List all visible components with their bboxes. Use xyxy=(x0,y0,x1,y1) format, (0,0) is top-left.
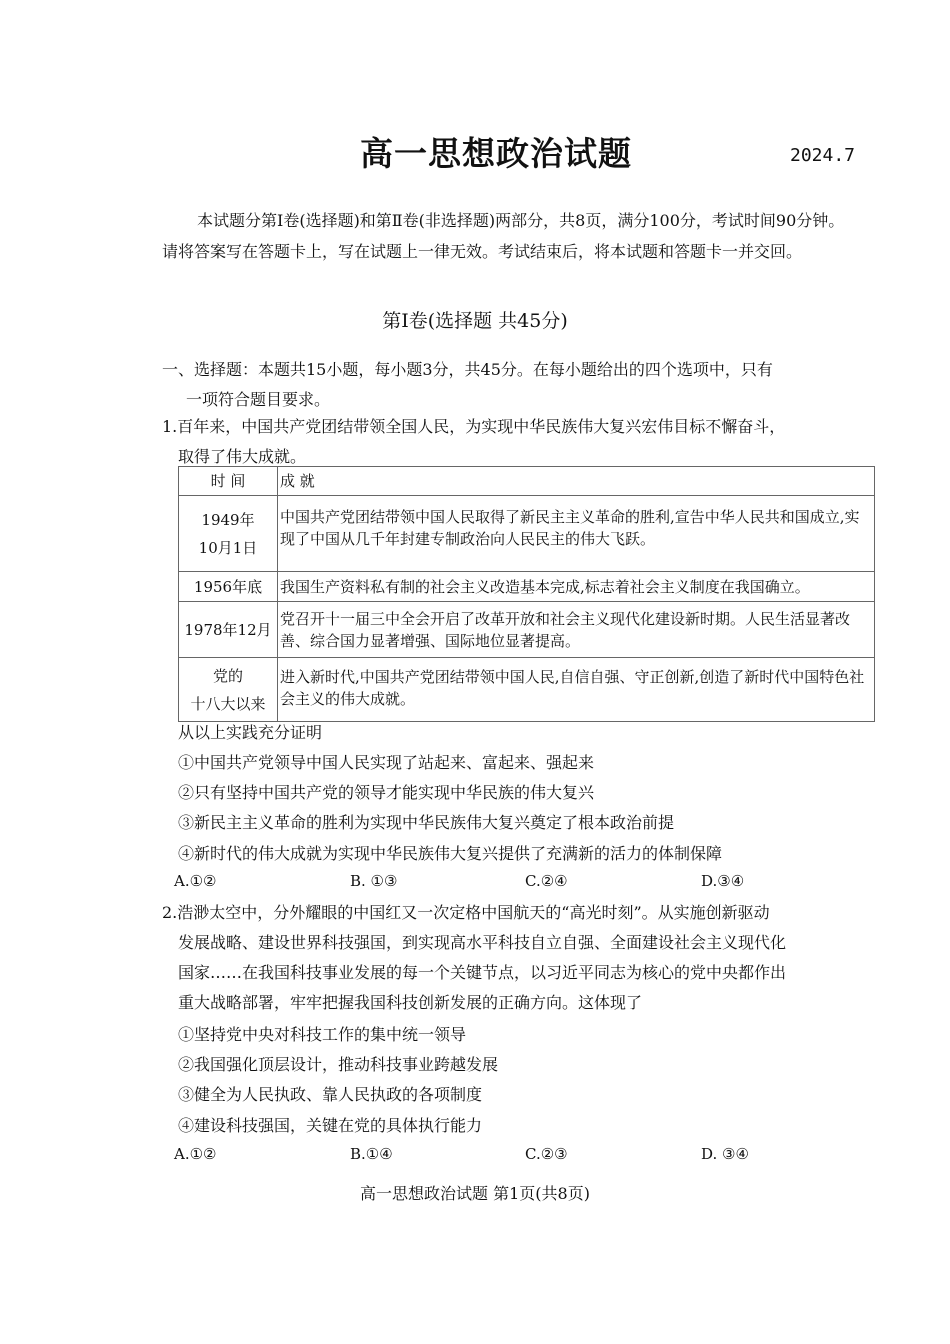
time-cell xyxy=(179,658,278,722)
achievement-cell: 进入新时代,中国共产党团结带领中国人民,自信自强、守正创新,创造了新时代中国特色社会主义的伟大成就。 xyxy=(278,658,875,722)
table-row xyxy=(179,496,875,572)
exam-date: 2024.7 xyxy=(790,145,856,166)
q2-statement-2: ②我国强化顶层设计，推动科技事业跨越发展 xyxy=(178,1055,499,1074)
q1-choice-c: C.②④ xyxy=(525,872,568,890)
time-line: 10月1日 xyxy=(198,538,258,557)
q1-statement-2: ②只有坚持中国共产党的领导才能实现中华民族的伟大复兴 xyxy=(178,783,595,802)
achievement-cell: 中国共产党团结带领中国人民取得了新民主主义革命的胜利,宣告中华人民共和国成立,实现了中国从几千年封建专制政治向人民民主的伟大飞跃。 xyxy=(278,496,875,572)
q1-choice-a: A.①② xyxy=(174,872,217,890)
q2-statement-3: ③健全为人民执政、靠人民执政的各项制度 xyxy=(178,1085,483,1104)
q2-statement-1: ①坚持党中央对科技工作的集中统一领导 xyxy=(178,1025,467,1044)
q2-choice-d: D. ③④ xyxy=(701,1145,749,1163)
section-instructions xyxy=(162,355,857,415)
q1-statement-1: ①中国共产党领导中国人民实现了站起来、富起来、强起来 xyxy=(178,753,595,772)
q1-lead: 从以上实践充分证明 xyxy=(178,723,323,742)
q1-statement-3: ③新民主主义革命的胜利为实现中华民族伟大复兴奠定了根本政治前提 xyxy=(178,813,675,832)
time-line: 党的 xyxy=(212,666,243,685)
achievements-table xyxy=(178,466,875,722)
q1-choice-b: B. ①③ xyxy=(350,872,398,890)
achievement-cell: 党召开十一届三中全会开启了改革开放和社会主义现代化建设新时期。人民生活显著改善、综合国力显著增强、国际地位显著提高。 xyxy=(278,602,875,658)
q2-stem-line-1: 2.浩渺太空中，分外耀眼的中国红又一次定格中国航天的“高光时刻”。从实施创新驱动 xyxy=(162,903,770,922)
time-cell xyxy=(179,496,278,572)
page-title: 高一思想政治试题 xyxy=(360,134,632,173)
q2-statement-4: ④建设科技强国，关键在党的具体执行能力 xyxy=(178,1116,483,1135)
column-header-achievement: 成 就 xyxy=(278,467,875,496)
question-1-stem xyxy=(162,412,857,472)
q2-choice-b: B.①④ xyxy=(350,1145,393,1163)
intro-paragraph: 本试题分第Ⅰ卷(选择题)和第Ⅱ卷(非选择题)两部分，共8页，满分100分，考试时间90分钟。请将答案写在答题卡上，写在试题上一律无效。考试结束后，将本试题和答题卡一并交回。 xyxy=(162,211,845,261)
table-row xyxy=(179,602,875,658)
q2-choice-c: C.②③ xyxy=(525,1145,568,1163)
q1-stem-line-1: 1.百年来，中国共产党团结带领全国人民，为实现中华民族伟大复兴宏伟目标不懈奋斗， xyxy=(162,417,786,436)
q2-stem-line-4: 重大战略部署，牢牢把握我国科技创新发展的正确方向。这体现了 xyxy=(178,993,643,1012)
q2-stem-line-2: 发展战略、建设世界科技强国，到实现高水平科技自立自强、全面建设社会主义现代化 xyxy=(178,933,787,952)
q1-statement-4: ④新时代的伟大成就为实现中华民族伟大复兴提供了充满新的活力的体制保障 xyxy=(178,844,723,863)
time-cell: 1956年底 xyxy=(179,572,278,602)
time-line: 十八大以来 xyxy=(190,694,266,713)
table-row xyxy=(179,658,875,722)
q1-choice-d: D.③④ xyxy=(701,872,745,890)
part-one-title: 第Ⅰ卷(选择题 共45分) xyxy=(382,310,568,332)
section-line-2: 一项符合题目要求。 xyxy=(186,390,331,409)
time-cell: 1978年12月 xyxy=(179,602,278,658)
question-2-stem xyxy=(162,898,857,1018)
q2-choice-a: A.①② xyxy=(174,1145,217,1163)
column-header-time: 时 间 xyxy=(179,467,278,496)
q2-stem-line-3: 国家……在我国科技事业发展的每一个关键节点，以习近平同志为核心的党中央都作出 xyxy=(178,963,787,982)
page-footer: 高一思想政治试题 第1页(共8页) xyxy=(360,1184,590,1203)
achievement-cell: 我国生产资料私有制的社会主义改造基本完成,标志着社会主义制度在我国确立。 xyxy=(278,572,875,602)
section-line-1: 一、选择题：本题共15小题，每小题3分，共45分。在每小题给出的四个选项中，只有 xyxy=(162,360,773,379)
q1-stem-line-2: 取得了伟大成就。 xyxy=(178,447,307,466)
table-header-row xyxy=(179,467,875,496)
table-row xyxy=(179,572,875,602)
time-line: 1949年 xyxy=(201,510,255,529)
